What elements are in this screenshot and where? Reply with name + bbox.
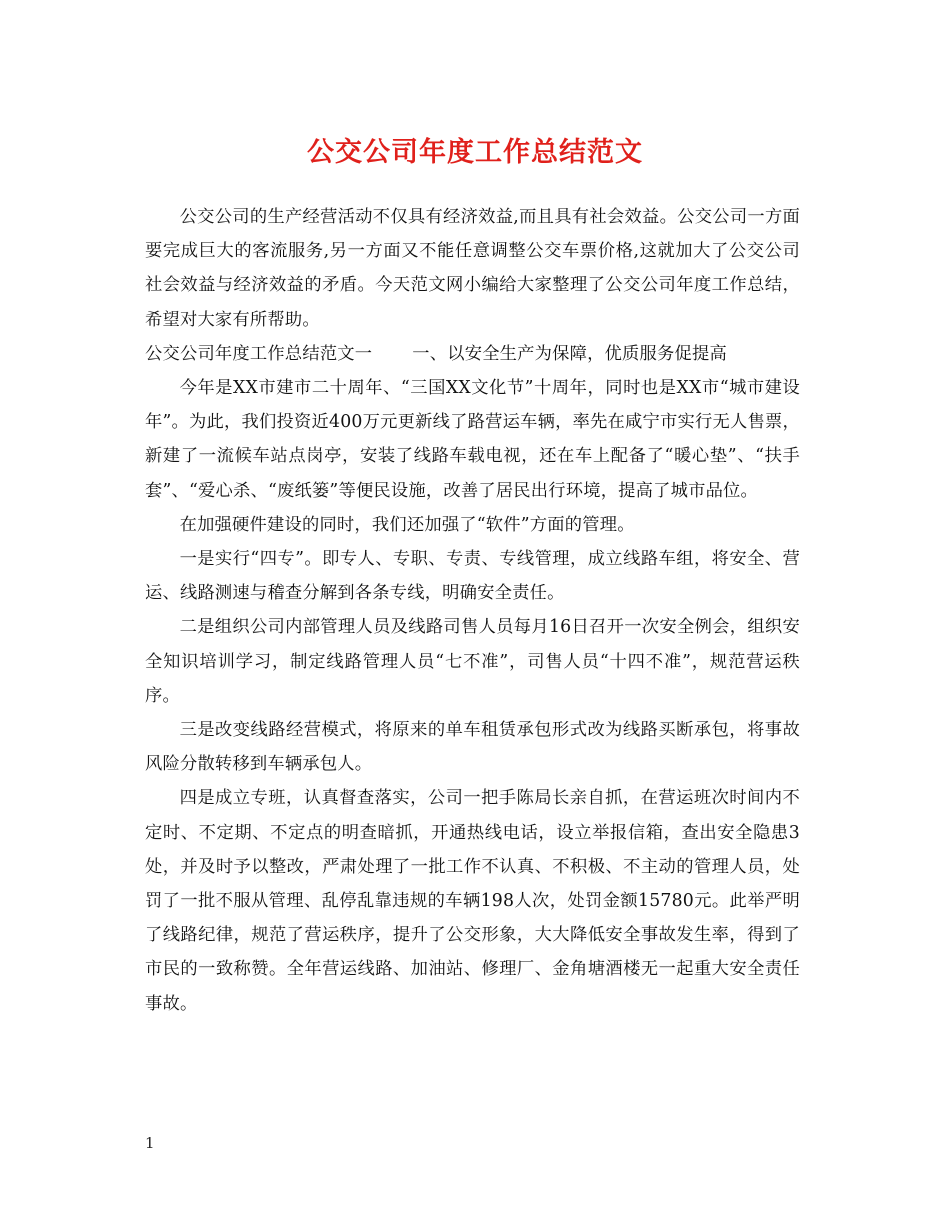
body-paragraph: 一是实行“四专”。即专人、专职、专责、专线管理，成立线路车组，将安全、营运、线路测速与稽查分解到各条专线，明确安全责任。 [145, 549, 800, 604]
body-paragraph: 二是组织公司内部管理人员及线路司售人员每月16日召开一次安全例会，组织安全知识培训学习，制定线路管理人员“七不准”，司售人员“十四不准”，规范营运秩序。 [145, 617, 800, 706]
body-paragraph: 四是成立专班，认真督查落实，公司一把手陈局长亲自抓，在营运班次时间内不定时、不定期、不定点的明查暗抓，开通热线电话，设立举报信箱，查出安全隐患3处，并及时予以整改，严肃处理了一批工作不认真、不积极、不主动的管理人员，处罚了一批不服从管理、乱停乱靠违规的车辆198人次，处罚金额15780元。此举严明了线路纪律，规范了营运秩序，提升了公交形象，大大降低安全事故发生率，得到了市民的一致称赞。全年营运线路、加油站、修理厂、金角塘酒楼无一起重大安全责任事故。 [145, 788, 800, 1014]
intro-paragraph: 公交公司的生产经营活动不仅具有经济效益,而且具有社会效益。公交公司一方面要完成巨大的客流服务,另一方面又不能任意调整公交车票价格,这就加大了公交公司社会效益与经济效益的矛盾。今天范文网小编给大家整理了公交公司年度工作总结，希望对大家有所帮助。 [145, 207, 800, 330]
body-paragraph: 三是改变线路经营模式，将原来的单车租赁承包形式改为线路买断承包，将事故风险分散转移到车辆承包人。 [145, 720, 800, 775]
section-heading: 一、以安全生产为保障，优质服务促提高 [412, 343, 727, 364]
document-body [145, 200, 800, 1021]
document-title: 公交公司年度工作总结范文 [307, 137, 643, 168]
body-paragraph: 在加强硬件建设的同时，我们还加强了“软件”方面的管理。 [179, 514, 635, 535]
page-number: 1 [145, 1134, 155, 1152]
body-paragraph: 今年是XX市建市二十周年、“三国XX文化节”十周年，同时也是XX市“城市建设年”。为此，我们投资近400万元更新线了路营运车辆，率先在咸宁市实行无人售票，新建了一流候车站点岗亭，安装了线路车载电视，还在车上配备了“暖心垫”、“扶手套”、“爱心杀、“废纸篓”等便民设施，改善了居民出行环境，提高了城市品位。 [145, 378, 801, 501]
section-line [145, 337, 800, 371]
section-label: 公交公司年度工作总结范文一 [145, 343, 373, 364]
